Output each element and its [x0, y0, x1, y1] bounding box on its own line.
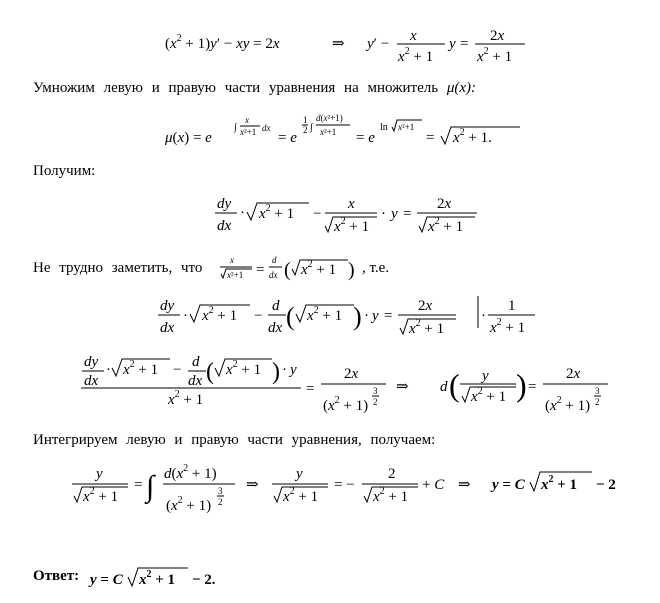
svg-text:=: = [256, 262, 265, 278]
equation-6 [76, 348, 636, 418]
svg-text:⇒: ⇒ [458, 477, 471, 493]
svg-text:=: = [306, 381, 315, 397]
svg-text:x2 + 1: $x^2 + 1$ [334, 216, 370, 235]
svg-text:2x: 2x [490, 28, 505, 44]
svg-text:y: y [96, 466, 103, 482]
svg-text:= e: = e [278, 130, 297, 146]
svg-text:1: 1 [303, 115, 308, 125]
svg-text:·: · [364, 308, 369, 324]
svg-text:=: = [528, 379, 537, 395]
svg-text:): ) [272, 359, 280, 385]
svg-text:dx: dx [217, 218, 232, 234]
svg-text:−: − [313, 206, 322, 222]
svg-text:3: 3 [373, 386, 378, 396]
svg-text:x: x [245, 115, 249, 125]
equation-2-mu [160, 110, 540, 155]
svg-text:): ) [353, 302, 362, 331]
svg-text:): ) [348, 259, 355, 281]
answer-line [33, 568, 79, 585]
svg-text:x2 + 1: $x^2 + 1$ [307, 305, 343, 324]
svg-text:3: 3 [595, 386, 600, 396]
svg-text:− 2: − 2 [596, 477, 616, 493]
svg-text:= e: = e [356, 130, 375, 146]
svg-text:x: x [348, 196, 355, 212]
svg-text:x: x [230, 255, 234, 265]
svg-text:dx: dx [160, 320, 175, 336]
svg-text:1: 1 [508, 298, 516, 314]
text-multiply-body: Умножим левую и правую части уравнения на множитель [33, 80, 439, 96]
svg-text:=: = [384, 308, 393, 324]
svg-text:−: − [173, 362, 182, 378]
svg-text:(: ( [449, 367, 460, 403]
svg-text:x2 + 1: $x^2 + 1$ [398, 46, 434, 65]
svg-text:y = C: y = C [90, 572, 123, 588]
svg-text:= −: = − [334, 477, 355, 493]
svg-text:·: · [381, 206, 386, 222]
svg-text:x2 + 1: $x^2 + 1$ [259, 203, 295, 222]
svg-text:x2 + 1: $x^2 + 1$ [301, 259, 337, 278]
mu-symbol: μ(x): [446, 80, 477, 96]
svg-text:y: y [296, 466, 303, 482]
svg-text:(: ( [286, 302, 295, 331]
svg-text:2x: 2x [566, 366, 581, 382]
answer-formula [88, 560, 238, 592]
svg-text:·: · [240, 205, 245, 221]
svg-text:·: · [106, 362, 111, 378]
svg-text:d: d [272, 255, 277, 265]
svg-text:∫: ∫ [234, 122, 237, 133]
svg-text:x2 + 1: $x^2 + 1$ [283, 486, 319, 505]
equation-3 [205, 190, 495, 245]
svg-text:x2 + 1: $x^2 + 1$ [83, 486, 119, 505]
svg-text:y: y [290, 362, 297, 378]
svg-text:⇒: ⇒ [332, 36, 345, 52]
svg-text:dx: dx [269, 270, 278, 280]
text-multiply [33, 80, 476, 97]
svg-text:x2 + 1: $x^2 + 1$ [226, 359, 262, 378]
svg-text:∫: ∫ [146, 470, 155, 503]
svg-text:x2 + 1: $x^2 + 1$ [202, 305, 238, 324]
svg-text:(x2 + 1): $(x^2 + 1)$ [166, 495, 212, 514]
svg-text:=: = [134, 477, 143, 493]
svg-text:dy: dy [84, 354, 99, 370]
answer-label: Ответ: [33, 568, 80, 584]
svg-text:d: d [192, 354, 200, 370]
svg-text:x2 + 1: $x^2 + 1$ [477, 46, 513, 65]
svg-text:d(x2 + 1): $d(x^2 + 1)$ [164, 463, 217, 482]
text-integrate: Интегрируем левую и правую части уравнения, получаем: [33, 432, 436, 448]
svg-text:x2 + 1: $x^2 + 1$ [409, 318, 445, 337]
equation-4-inline [216, 252, 366, 286]
svg-text:dx: dx [262, 123, 271, 133]
svg-text:(x2 + 1): $(x^2 + 1)$ [545, 395, 591, 414]
svg-text:dx: dx [84, 373, 99, 389]
svg-text:x: x [410, 28, 417, 44]
svg-text:x2 + 1: $x^2 + 1$ [471, 386, 507, 405]
svg-text:x2 + 1: $x^2 + 1$ [123, 359, 159, 378]
svg-text:(: ( [284, 259, 291, 281]
svg-text:(x2 + 1)y′ − xy = 2x: $(x^2 + 1)y'$ − xy = 2x [165, 33, 280, 52]
svg-text:dy: dy [160, 298, 175, 314]
svg-text:x2 + 1: $x^2 + 1$ [168, 389, 204, 408]
svg-text:y: y [391, 206, 398, 222]
svg-text:− 2.: − 2. [192, 572, 216, 588]
svg-text:dx: dx [188, 373, 203, 389]
svg-text:(x2 + 1): $(x^2 + 1)$ [323, 395, 369, 414]
text-not-hard: Не трудно заметить, что [33, 260, 203, 276]
svg-text:2: 2 [388, 466, 396, 482]
svg-text:y: y [482, 368, 489, 384]
svg-text:·: · [481, 308, 486, 324]
svg-text:⇒: ⇒ [246, 477, 259, 493]
svg-text:x2 + 1.: $x^2 + 1$. [453, 127, 492, 146]
svg-text:+ C: + C [422, 477, 445, 493]
svg-text:2: 2 [373, 397, 378, 407]
svg-text:x2 + 1: $x^2 + 1$ [139, 569, 176, 588]
svg-text:2x: 2x [437, 196, 452, 212]
svg-text:2x: 2x [344, 366, 359, 382]
svg-text:x²+1: x²+1 [398, 122, 415, 132]
text-got: Получим: [33, 163, 96, 179]
svg-text:3: 3 [218, 486, 223, 496]
svg-text:d: d [272, 298, 280, 314]
svg-text:2: 2 [218, 497, 223, 507]
svg-text:x2 + 1: $x^2 + 1$ [490, 317, 526, 336]
svg-text:∫: ∫ [310, 122, 313, 133]
svg-text:y = C: y = C [492, 477, 525, 493]
svg-text:μ(x) = e: μ(x) = e [165, 130, 212, 146]
equation-7 [60, 458, 640, 518]
svg-text:2x: 2x [418, 298, 433, 314]
svg-text:=: = [460, 36, 469, 52]
svg-text:·: · [183, 308, 188, 324]
equation-5 [150, 292, 550, 347]
svg-text:x²+1: x²+1 [240, 127, 257, 137]
svg-text:d(x²+1): d(x²+1) [316, 113, 343, 123]
svg-text:x²+1: x²+1 [320, 127, 337, 137]
svg-text:=: = [403, 206, 412, 222]
svg-text:(: ( [206, 359, 214, 385]
svg-text:ln: ln [380, 122, 388, 133]
text-te: , т.е. [362, 260, 390, 276]
svg-text:=: = [426, 130, 435, 146]
svg-text:dx: dx [268, 320, 283, 336]
svg-text:d: d [440, 379, 448, 395]
svg-text:2: 2 [303, 125, 308, 135]
svg-text:x²+1: x²+1 [227, 270, 244, 280]
svg-text:x2 + 1: $x^2 + 1$ [541, 474, 578, 493]
svg-text:2: 2 [595, 397, 600, 407]
svg-text:−: − [254, 308, 263, 324]
svg-text:⇒: ⇒ [396, 379, 409, 395]
svg-text:y′ −: y′ − [367, 36, 390, 52]
svg-text:): ) [516, 367, 527, 403]
svg-text:y: y [449, 36, 456, 52]
equation-1 [160, 22, 540, 72]
svg-text:x2 + 1: $x^2 + 1$ [428, 216, 464, 235]
svg-text:x2 + 1: $x^2 + 1$ [373, 486, 409, 505]
svg-text:y: y [372, 308, 379, 324]
svg-text:·: · [282, 362, 287, 378]
svg-text:dy: dy [217, 196, 232, 212]
